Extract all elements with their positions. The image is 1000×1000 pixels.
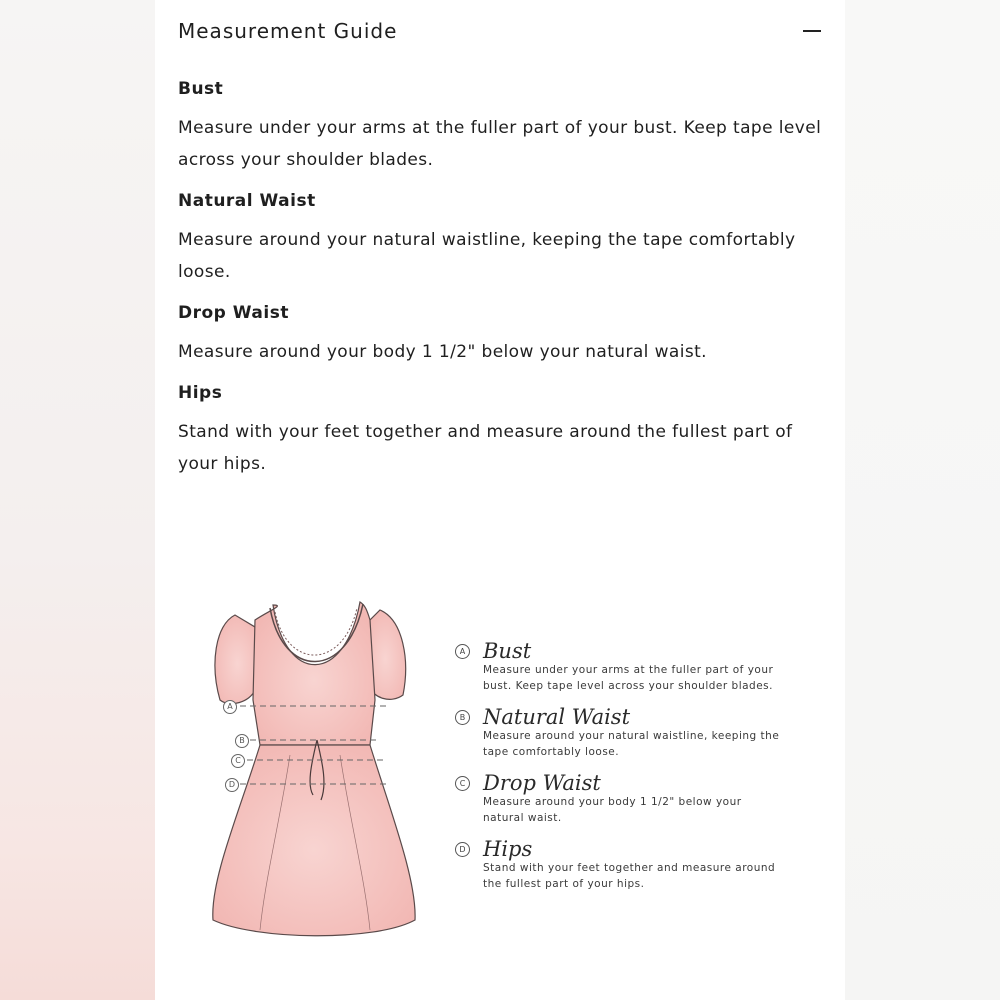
dress-illustration	[195, 590, 435, 950]
marker-b: B	[235, 734, 249, 748]
marker-a: A	[223, 700, 237, 714]
legend-item-bust	[453, 640, 813, 694]
accordion-title: Measurement Guide	[178, 19, 398, 43]
legend-item-natural-waist	[453, 706, 813, 760]
accordion-header[interactable]	[178, 14, 823, 48]
legend-marker: D	[455, 842, 470, 857]
section-text: Stand with your feet together and measure around the fullest part of your hips.	[178, 422, 793, 474]
section-drop-waist	[178, 302, 828, 368]
legend-item-hips	[453, 838, 813, 892]
section-title: Drop Waist	[178, 303, 289, 323]
legend-marker: A	[455, 644, 470, 659]
section-text: Measure around your natural waistline, keeping the tape comfortably loose.	[178, 230, 796, 282]
legend-title: Bust	[483, 639, 532, 663]
legend-text: Stand with your feet together and measure around the fullest part of your hips.	[483, 862, 776, 890]
section-text: Measure around your body 1 1/2" below your natural waist.	[178, 342, 707, 362]
legend-item-drop-waist	[453, 772, 813, 826]
legend-marker: B	[455, 710, 470, 725]
background-right	[845, 0, 1000, 1000]
section-title: Hips	[178, 383, 223, 403]
section-title: Bust	[178, 79, 224, 99]
measurement-sections	[178, 78, 828, 494]
section-hips	[178, 382, 828, 480]
section-bust	[178, 78, 828, 176]
section-text: Measure under your arms at the fuller part of your bust. Keep tape level across your shoulder blades.	[178, 118, 822, 170]
legend-text: Measure under your arms at the fuller part of your bust. Keep tape level across your shoulder blades.	[483, 664, 774, 692]
collapse-icon[interactable]	[801, 20, 823, 42]
skirt	[213, 745, 415, 936]
background-left	[0, 0, 155, 1000]
legend-title: Hips	[483, 837, 533, 861]
legend-text: Measure around your natural waistline, keeping the tape comfortably loose.	[483, 730, 780, 758]
marker-c: C	[231, 754, 245, 768]
measurement-diagram	[195, 590, 815, 960]
section-natural-waist	[178, 190, 828, 288]
legend-title: Drop Waist	[483, 771, 601, 795]
legend-marker: C	[455, 776, 470, 791]
legend-text: Measure around your body 1 1/2" below your natural waist.	[483, 796, 742, 824]
legend-title: Natural Waist	[483, 705, 631, 729]
diagram-legend	[453, 640, 813, 904]
section-title: Natural Waist	[178, 191, 316, 211]
marker-d: D	[225, 778, 239, 792]
